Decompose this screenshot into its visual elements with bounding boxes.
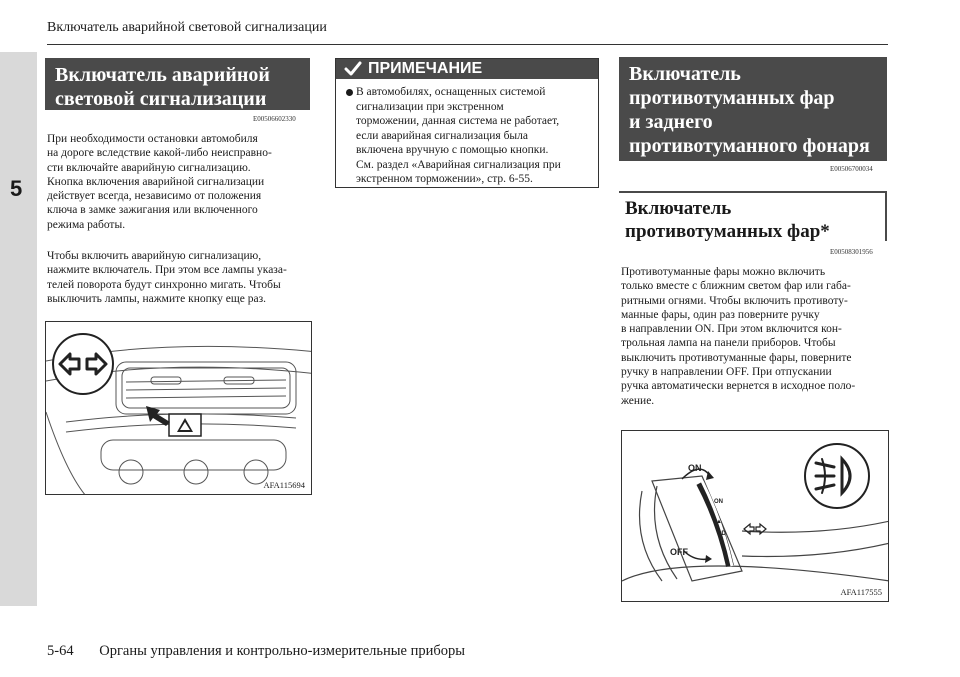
subheading-line: противотуманных фар* xyxy=(625,221,830,242)
small-turn-arrows-icon xyxy=(744,524,766,534)
checkmark-icon xyxy=(344,61,362,77)
heading-line: противотуманного фонаря xyxy=(629,135,870,157)
fog-lamp-switch-heading xyxy=(619,57,887,161)
text-line: Чтобы включить аварийную сигнализацию, xyxy=(47,250,262,262)
heading-line: и заднего xyxy=(629,111,713,133)
heading-line: противотуманных фар xyxy=(629,87,835,109)
chapter-side-tab xyxy=(0,52,37,606)
subsection-code: E00508301956 xyxy=(830,248,873,256)
hazard-intro-paragraph xyxy=(47,132,272,232)
front-fog-switch-subheading xyxy=(619,191,887,241)
text-line: В автомобилях, оснащенных системой xyxy=(356,86,546,98)
pointer-arrow-icon xyxy=(146,406,170,426)
note-text xyxy=(346,85,561,187)
note-title: ПРИМЕЧАНИЕ xyxy=(368,60,483,77)
text-line: сти включайте аварийную сигнализацию. xyxy=(47,161,251,174)
bullet-icon xyxy=(346,89,353,96)
dashboard-drawing xyxy=(46,322,312,495)
ring-fog-symbol-icon: ≡D xyxy=(718,531,726,537)
text-line: на дороге вследствие какой-либо неисправно- xyxy=(47,147,272,160)
chapter-number: 5 xyxy=(10,176,23,201)
svg-text:▲: ▲ xyxy=(716,519,722,525)
page-footer xyxy=(47,643,465,660)
running-header-title: Включатель аварийной световой сигнализации xyxy=(47,20,327,35)
text-line: телей поворота будут синхронно мигать. Чтобы xyxy=(47,278,281,291)
text-line: ручка автоматически вернется в исходное поло- xyxy=(621,380,856,393)
text-line: сигнализации при экстренном xyxy=(356,100,504,113)
heading-line: Включатель аварийной xyxy=(55,64,270,86)
note-box xyxy=(335,58,599,188)
off-direction-arrow-icon xyxy=(705,555,712,563)
text-line: включена вручную с помощью кнопки. xyxy=(356,144,549,156)
text-line: ритными огнями. Чтобы включить противоту- xyxy=(621,294,848,307)
lever-ring xyxy=(700,483,730,566)
text-line: в направлении ON. При этом включится кон- xyxy=(621,323,842,336)
text-line: выключить лампы, нажмите кнопку еще раз. xyxy=(47,292,267,305)
text-line: торможении, данная система не работает, xyxy=(356,115,560,127)
ring-label-on: ON xyxy=(714,499,723,505)
text-line: Кнопка включения аварийной сигнализации xyxy=(47,175,265,188)
hazard-switch-illustration xyxy=(45,321,312,495)
fog-lamp-paragraph xyxy=(621,265,855,408)
text-line: При необходимости остановки автомобиля xyxy=(47,133,258,145)
label-on: ON xyxy=(688,463,702,473)
fog-lamp-lever-illustration xyxy=(621,430,889,602)
text-line: нажмите включатель. При этом все лампы указа- xyxy=(47,264,287,277)
label-off: OFF xyxy=(670,547,688,557)
text-line: жение. xyxy=(621,394,655,407)
text-line: См. раздел «Аварийная сигнализация при xyxy=(356,158,561,171)
text-line: ручку в направлении OFF. При отпускании xyxy=(621,366,832,379)
text-line: трольная лампа на панели приборов. Чтобы xyxy=(621,337,836,350)
hazard-switch-heading xyxy=(45,58,310,110)
text-line: только вместе с ближним светом фар или габа- xyxy=(621,280,851,293)
text-line: выключить противотуманные фары, поверните xyxy=(621,351,852,364)
subheading-line: Включатель xyxy=(625,198,732,219)
heading-line: световой сигнализации xyxy=(55,88,267,110)
figure-code: AFA117555 xyxy=(840,587,882,597)
text-line: экстренном торможении», стр. 6-55. xyxy=(356,173,533,185)
section-code: E00506602330 xyxy=(253,115,296,123)
lever-drawing xyxy=(622,431,889,602)
page-number: 5-64 xyxy=(47,643,74,659)
text-line: если аварийная сигнализация была xyxy=(356,129,529,142)
figure-code: AFA115694 xyxy=(263,480,305,490)
text-line: ключа в замке зажигания или включенного xyxy=(47,204,258,217)
text-line: действует всегда, независимо от положения xyxy=(47,190,262,203)
footer-title: Органы управления и контрольно-измерительные приборы xyxy=(99,643,465,659)
heading-line: Включатель xyxy=(629,63,741,85)
note-header xyxy=(336,59,598,79)
text-line: манные фары, один раз поверните ручку xyxy=(621,308,820,321)
text-line: режима работы. xyxy=(47,218,126,231)
text-line: Противотуманные фары можно включить xyxy=(621,266,826,278)
section-code: E00506700034 xyxy=(830,165,873,173)
hazard-usage-paragraph xyxy=(47,249,287,306)
header-rule xyxy=(47,44,888,45)
